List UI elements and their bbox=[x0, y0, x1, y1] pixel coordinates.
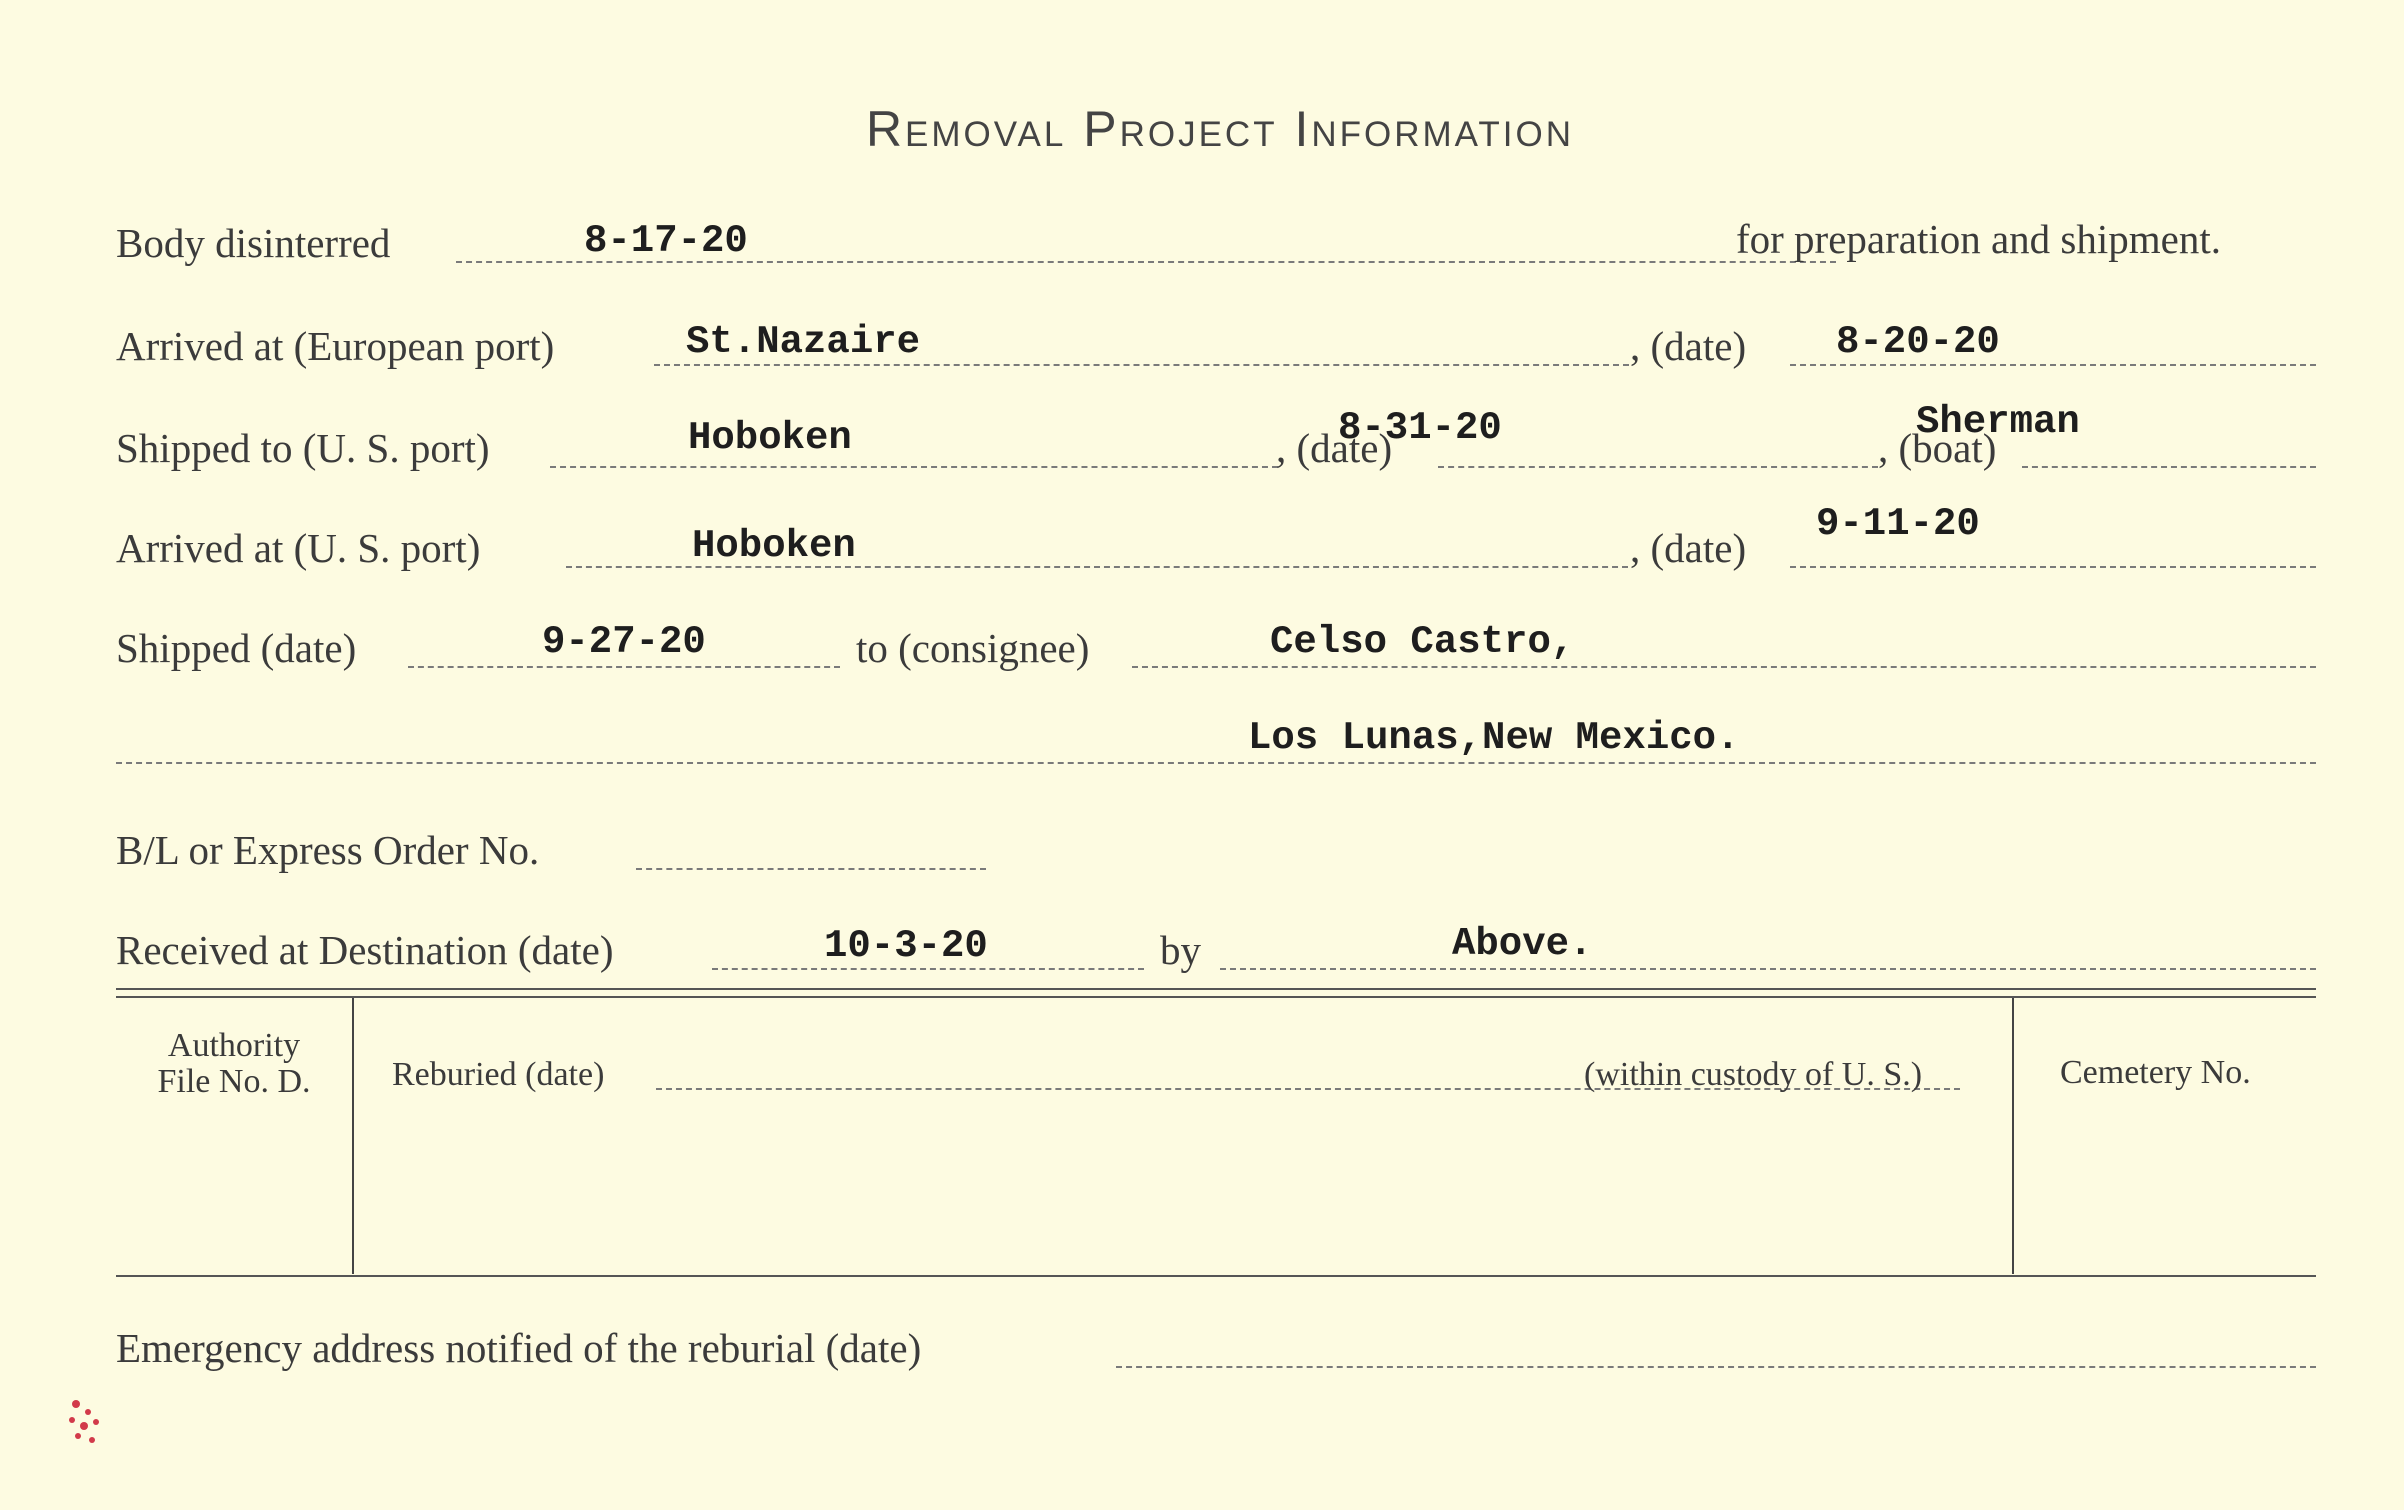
shipped-us-date: 8-31-20 bbox=[1338, 406, 1502, 450]
arrived-us-port: Hoboken bbox=[692, 524, 856, 568]
shipped-us-date-label: , (date) bbox=[1276, 425, 1393, 471]
body-disinterred-row bbox=[116, 215, 2316, 275]
body-disinterred-suffix: for preparation and shipment. bbox=[1736, 216, 2222, 262]
arrived-european-label: Arrived at (European port) bbox=[116, 323, 555, 369]
table-bottom-rule bbox=[116, 1275, 2316, 1277]
shipped-consignee: Celso Castro, bbox=[1270, 620, 1575, 664]
arrived-european-row bbox=[116, 318, 2316, 378]
body-disinterred-label: Body disinterred bbox=[116, 220, 391, 266]
form-title: Removal Project Information bbox=[865, 101, 1575, 157]
arrived-european-date: 8-20-20 bbox=[1836, 320, 2000, 364]
shipped-label: Shipped (date) bbox=[116, 625, 357, 671]
authority-cell bbox=[116, 1028, 352, 1100]
arrived-us-date-label: , (date) bbox=[1630, 525, 1747, 571]
bl-order-label: B/L or Express Order No. bbox=[116, 827, 540, 873]
address-row bbox=[116, 716, 2316, 776]
reburied-label: Reburied (date) bbox=[392, 1056, 605, 1093]
red-stamp-mark bbox=[58, 1392, 118, 1452]
shipped-us-row bbox=[116, 400, 2316, 480]
bl-order-line bbox=[636, 868, 986, 870]
shipped-consignee-line bbox=[1132, 666, 2316, 668]
arrived-european-port-line bbox=[654, 364, 1629, 366]
received-label: Received at Destination (date) bbox=[116, 927, 614, 973]
received-date-line bbox=[712, 968, 1144, 970]
shipped-us-date-line bbox=[1438, 466, 1878, 468]
arrived-us-date-line bbox=[1790, 566, 2316, 568]
address-line bbox=[116, 762, 2316, 764]
cemetery-row bbox=[2060, 1040, 2360, 1100]
bl-order-row bbox=[116, 822, 2316, 882]
shipped-date-line bbox=[408, 666, 840, 668]
reburied-row bbox=[392, 1042, 1992, 1102]
arrived-european-port: St.Nazaire bbox=[686, 320, 921, 364]
table-top-rule-2 bbox=[116, 996, 2316, 998]
received-by-line bbox=[1220, 968, 2316, 970]
table-top-rule bbox=[116, 988, 2316, 990]
received-row bbox=[116, 922, 2316, 982]
table-divider-right bbox=[2012, 998, 2014, 1274]
shipped-us-port-line bbox=[550, 466, 1278, 468]
arrived-european-date-line bbox=[1790, 364, 2316, 366]
body-disinterred-value: 8-17-20 bbox=[584, 219, 748, 263]
shipped-date: 9-27-20 bbox=[542, 620, 706, 664]
arrived-european-date-label: , (date) bbox=[1630, 323, 1747, 369]
emergency-label: Emergency address notified of the reburial (date) bbox=[116, 1325, 922, 1371]
shipped-us-port: Hoboken bbox=[688, 416, 852, 460]
shipped-us-label: Shipped to (U. S. port) bbox=[116, 425, 490, 471]
shipped-row bbox=[116, 620, 2316, 680]
authority-label: Authority bbox=[167, 1027, 301, 1064]
received-date: 10-3-20 bbox=[824, 924, 988, 968]
arrived-us-row bbox=[116, 502, 2316, 580]
arrived-us-date: 9-11-20 bbox=[1816, 502, 1980, 546]
shipped-us-boat-line bbox=[2022, 466, 2316, 468]
shipped-consignee-label: to (consignee) bbox=[856, 625, 1090, 671]
shipped-us-boat: Sherman bbox=[1916, 400, 2080, 444]
cemetery-label: Cemetery No. bbox=[2060, 1054, 2251, 1091]
file-no-label: File No. D. bbox=[157, 1063, 311, 1100]
received-by-label: by bbox=[1160, 927, 1201, 973]
emergency-row bbox=[116, 1320, 2316, 1380]
emergency-line bbox=[1116, 1366, 2316, 1368]
arrived-us-label: Arrived at (U. S. port) bbox=[116, 525, 481, 571]
consignee-address: Los Lunas,New Mexico. bbox=[1248, 716, 1740, 760]
shipped-us-boat-label: , (boat) bbox=[1878, 425, 1997, 471]
custody-label: (within custody of U. S.) bbox=[1584, 1056, 1923, 1093]
table-divider-left bbox=[352, 998, 354, 1274]
received-by: Above. bbox=[1452, 922, 1593, 966]
